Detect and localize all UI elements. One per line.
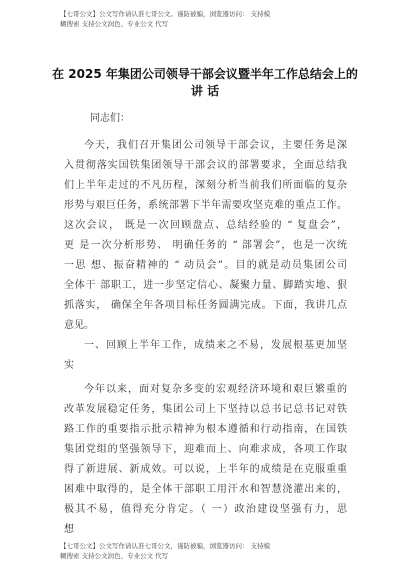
body-line: 入贯彻落实国铁集团领导干部会议的部署要求，全面总结我	[64, 160, 347, 171]
heading-line: 实	[64, 360, 74, 371]
body-line: 抓落实， 确保全年各项目标任务圆满完成。下面，我讲几点	[64, 300, 347, 311]
paragraph-intro	[64, 136, 347, 336]
footer-line-2: 糊搜索 支持公文润色、专业公文 代写	[60, 552, 169, 560]
body-line: 今天，我们召开集团公司领导干部会议，主要任务是深	[84, 140, 347, 151]
body-line: 集团党组的坚强领导下，迎难而上、向难求成，各项工作取	[64, 444, 347, 455]
body-line: 困难中取得的，是全体干部职工用汗水和智慧浇灌出来的，	[64, 484, 347, 495]
footer-line-1: 【七哥公文】公文写作请认准七哥公文，谨防被骗，浏览器访问： 支持模	[60, 542, 271, 550]
body-line: 路工作的重要指示批示精神为根本遵循和行动指南，在国铁	[64, 424, 347, 435]
paragraph-review	[64, 380, 347, 540]
header-line-1: 【七哥公文】公文写作请认准七哥公文。谨防被骗，浏览器访问： 支持模	[60, 10, 271, 18]
greeting: 同志们：	[90, 113, 130, 124]
page-footer	[60, 541, 360, 561]
document-body	[64, 109, 347, 540]
title-line-1: 在 2025 年集团公司领导干部会议暨半年工作总结会上的	[52, 67, 358, 81]
heading-line: 一、回顾上半年工作，成绩来之不易，发展根基更加坚	[84, 340, 347, 351]
body-line: 得了新进展、新成效。可以说，上半年的成绩是在克服重重	[64, 464, 347, 475]
body-line: 意见。	[64, 320, 94, 331]
body-line: 形势与艰巨任务，系统部署下半年需要攻坚克难的重点工作。	[64, 200, 347, 211]
document-title	[40, 66, 370, 100]
body-line: 更 是一次分析形势、 明确任务的 “ 部署会”，也是一次统	[64, 240, 347, 251]
body-line: 全体干 部职工，进一步坚定信心、凝聚力量、脚踏实地、狠	[64, 280, 347, 291]
section-heading-1	[64, 336, 347, 376]
body-line: 改革发展稳定任务，集团公司上下坚持以总书记总书记对铁	[64, 404, 347, 415]
body-line: 想	[64, 524, 74, 535]
body-line: 一思 想、振奋精神的 “ 动员会”。目的就是动员集团公司	[64, 260, 347, 271]
body-line: 今年以来，面对复杂多变的宏观经济环境和艰巨繁重的	[84, 384, 347, 395]
body-line: 极其不易，值得充分肯定。（ 一）政治建设坚强有力，思	[64, 504, 347, 515]
title-line-2: 讲 话	[190, 84, 220, 98]
body-line: 们上半年走过的不凡历程，深刻分析当前我们所面临的复杂	[64, 180, 347, 191]
body-line: 这次会议， 既是一次回顾盘点、总结经验的 “ 复盘会”，	[64, 220, 347, 231]
page-header	[60, 9, 360, 29]
header-line-2: 糊搜索 支持公文润色、专业公文 代写	[60, 20, 169, 28]
